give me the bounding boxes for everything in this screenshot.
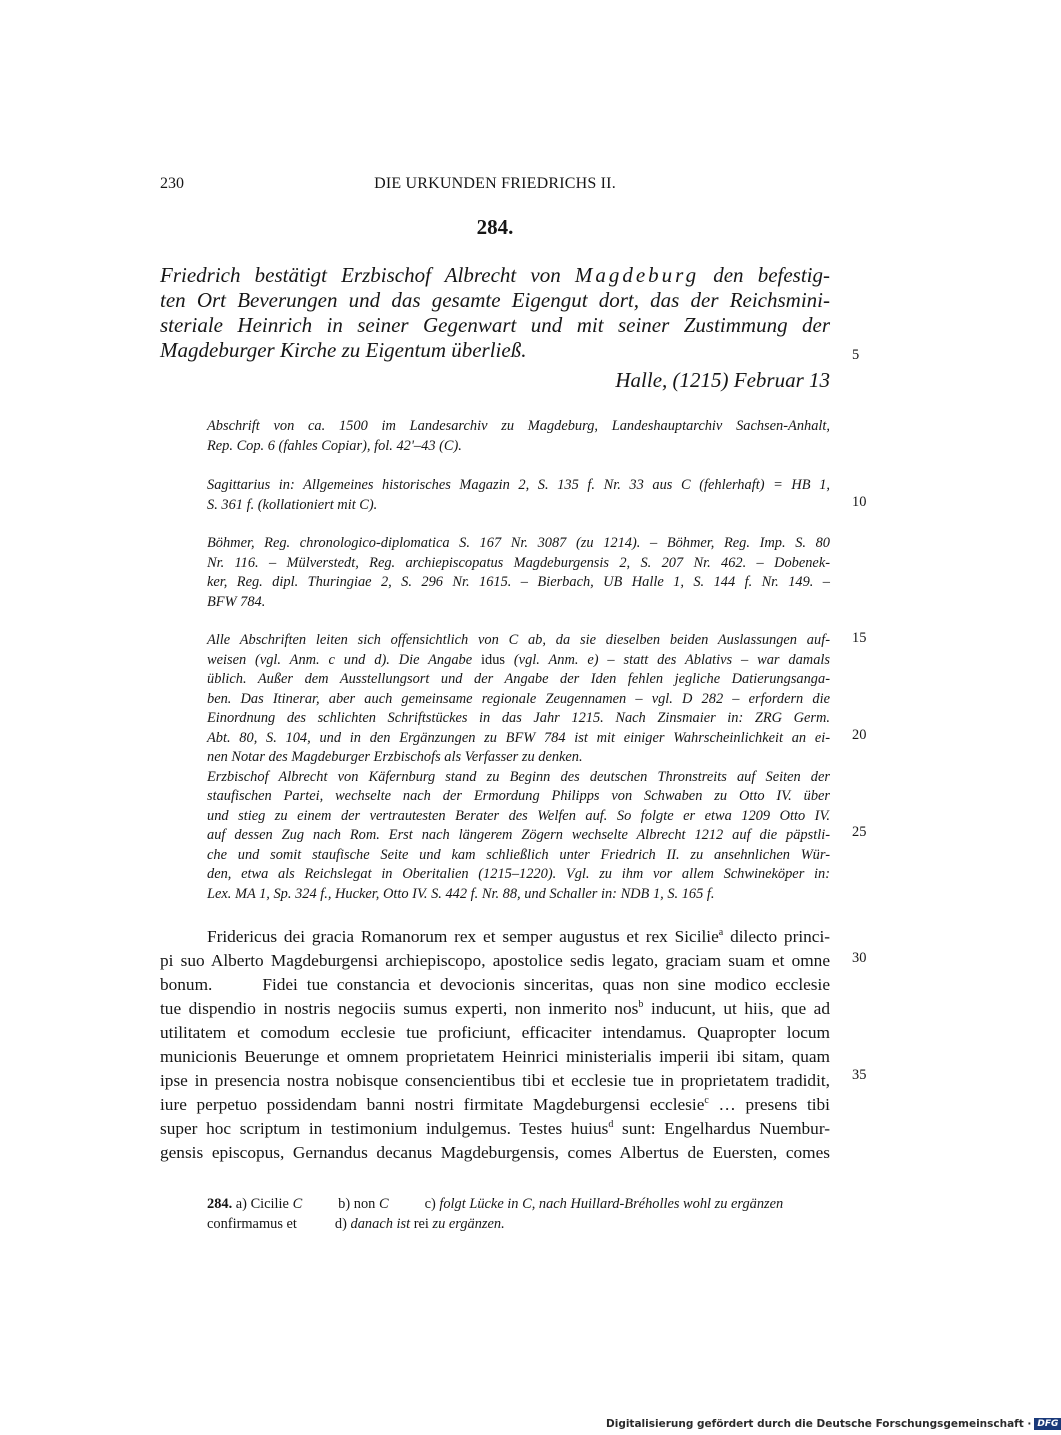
- note-line: BFW 784.: [207, 593, 266, 610]
- regest-line: [160, 263, 830, 288]
- footnote-line: [207, 1195, 830, 1215]
- text-fragment: super hoc scriptum in testimonium indulgemus. Testes huius: [160, 1119, 609, 1138]
- regest: [160, 263, 830, 363]
- note-line: Nr. 116. – Mülverstedt, Reg. archiepiscopatus Magdeburgensis 2, S. 207 Nr. 462. – Dobenek-: [207, 554, 830, 571]
- note-line: üblich. Außer dem Ausstellungsort und der Angabe der Iden fehlen jegliche Datierungsanga-: [207, 671, 830, 687]
- latin-word: rei: [413, 1215, 429, 1232]
- footnote-line: [207, 1215, 830, 1235]
- footnote-marker: c: [704, 1095, 709, 1106]
- note-line: S. 361 f. (kollationiert mit C).: [207, 496, 378, 513]
- text-fragment: iure perpetuo possidendam banni nostri firmitate Magdeburgensi ecclesie: [160, 1095, 705, 1114]
- note-text: (vgl. Anm. e) – statt des Ablativs – war damals: [513, 651, 830, 668]
- text-line: gensis episcopus, Gernandus decanus Magdeburgensis, comes Albertus de Euersten, comes: [160, 1143, 830, 1162]
- note-line: ker, Reg. dipl. Thuringiae 2, S. 296 Nr. 1615. – Bierbach, UB Halle 1, S. 144 f. Nr. 149. –: [207, 574, 830, 590]
- note-line: Lex. MA 1, Sp. 324 f., Hucker, Otto IV. S. 442 f. Nr. 88, und Schaller in: NDB 1, S. 165 f.: [207, 885, 715, 902]
- footnote-c-text: folgt Lücke in C, nach Huillard-Bréholles wohl zu ergänzen: [439, 1196, 784, 1212]
- siglum: C: [292, 1196, 303, 1212]
- note-line: nen Notar des Magdeburger Erzbischofs als Verfasser zu denken.: [207, 749, 583, 765]
- text-line: pi suo Alberto Magdeburgensi archiepiscopo, apostolice sedis legato, graciam suam et omne: [160, 951, 830, 970]
- text-fragment: tue dispendio in nostris negociis sumus experti, non inmerito nos: [160, 999, 639, 1018]
- text-line: [160, 925, 830, 949]
- footnote-c-cont: confirmamus et: [207, 1215, 297, 1232]
- note-line: Böhmer, Reg. chronologico-diplomatica S. 167 Nr. 3087 (zu 1214). – Böhmer, Reg. Imp. S. 80: [207, 535, 830, 551]
- latin-word: idus: [481, 651, 505, 668]
- footnote-marker: a: [718, 927, 724, 938]
- siglum: C: [378, 1196, 389, 1212]
- text-line: [160, 973, 830, 997]
- text-fragment: Fidei tue constancia et devocionis sinceritas, quas non sine modico ecclesie: [262, 975, 830, 994]
- document-number: 284.: [476, 215, 514, 239]
- footnote-b: b) non: [338, 1196, 376, 1212]
- note-line: Sagittarius in: Allgemeines historisches Magazin 2, S. 135 f. Nr. 33 aus C (fehlerhaft) = HB 1,: [207, 477, 830, 493]
- place-name: Magdeburg: [574, 263, 700, 287]
- footnote-a: a) Cicilie: [235, 1196, 289, 1212]
- regesta-note: [207, 534, 830, 612]
- note-line: Rep. Cop. 6 (fahles Copiar), fol. 42'–43 (C).: [207, 437, 462, 454]
- note-line: Abschrift von ca. 1500 im Landesarchiv zu Magdeburg, Landeshauptarchiv Sachsen-Anhalt,: [207, 418, 830, 434]
- text-line: municionis Beuerunge et omnem proprietatem Heinrici ministerialis imperii ibi sitam, quam: [160, 1047, 830, 1066]
- document-text: [160, 925, 830, 1165]
- text-fragment: … presens tibi: [708, 1095, 830, 1114]
- note-line: und stieg zu einem der vertrautesten Berater des Welfen auf. So folgte er etwa 1209 Otto IV.: [207, 807, 830, 824]
- line-number: 5: [852, 347, 860, 363]
- footnote-d-text: zu ergänzen.: [432, 1215, 505, 1232]
- dateline: Halle, (1215) Februar 13: [615, 368, 830, 392]
- credit-text: Digitalisierung gefördert durch die Deutsche Forschungsgemeinschaft ·: [606, 1418, 1032, 1430]
- text-fragment: inducunt, ut hiis, que ad: [643, 999, 830, 1018]
- note-line: Alle Abschriften leiten sich offensichtlich von C ab, da sie dieselben beiden Auslassungen auf-: [207, 632, 830, 648]
- text-line: [160, 997, 830, 1021]
- footnote-d: d): [334, 1215, 347, 1232]
- footnotes: [207, 1195, 830, 1234]
- digitization-credit: [606, 1418, 1061, 1430]
- page-number: 230: [160, 175, 184, 192]
- footnote-d-text: danach ist: [350, 1215, 411, 1232]
- note-line: staufischen Partei, wechselte nach der Ermordung Philipps von Schwaben zu Otto IV. über: [207, 788, 830, 804]
- note-line: [207, 651, 830, 671]
- footnote-doc-number: 284.: [207, 1196, 233, 1212]
- regest-text: den befestig-: [713, 263, 831, 287]
- note-line: Abt. 80, S. 104, und in den Ergänzungen zu BFW 784 ist mit einiger Wahrscheinlichkeit an ei-: [207, 729, 830, 746]
- line-number: 15: [852, 630, 867, 646]
- editions-note: [207, 476, 830, 515]
- text-fragment: dilecto princi-: [723, 927, 830, 946]
- regest-text: Friedrich bestätigt Erzbischof Albrecht von: [160, 263, 561, 287]
- text-line: [160, 1093, 830, 1117]
- text-line: ipse in presencia nostra nobisque consencientibus tibi et ecclesie tue in proprietatem tradidit,: [160, 1071, 830, 1090]
- regest-line: Magdeburger Kirche zu Eigentum überließ.: [160, 338, 527, 362]
- footnote-marker: b: [638, 999, 644, 1010]
- note-line: ben. Das Itinerar, aber auch gemeinsame regionale Zeugennamen – vgl. D 282 – erfordern die: [207, 690, 830, 707]
- text-fragment: bonum.: [160, 975, 213, 994]
- note-line: den, etwa als Reichslegat in Oberitalien (1215–1220). Vgl. zu ihm vor allem Schwineköper in:: [207, 866, 830, 882]
- line-number: 25: [852, 824, 867, 840]
- note-line: Einordnung des schlichten Schriftstückes in das Jahr 1215. Nach Zinsmaier in: ZRG Germ.: [207, 710, 830, 726]
- text-fragment: sunt: Engelhardus Nuembur-: [613, 1119, 830, 1138]
- note-text: weisen (vgl. Anm. c und d). Die Angabe: [207, 651, 473, 668]
- note-line: auf dessen Zug nach Rom. Erst nach längerem Zögern wechselte Albrecht 1212 auf die päpstli-: [207, 827, 830, 843]
- note-line: che und somit staufische Seite und kam schließlich unter Friedrich II. zu ansehnlichen Wür-: [207, 846, 830, 863]
- text-line: [160, 1117, 830, 1141]
- tradition-note: [207, 417, 830, 456]
- footnote-marker: d: [608, 1119, 614, 1130]
- regest-line: steriale Heinrich in seiner Gegenwart und mit seiner Zustimmung der: [160, 313, 830, 337]
- footnote-c: c): [424, 1196, 436, 1212]
- text-line: utilitatem et comodum ecclesie tue proficiunt, efficaciter intendamus. Quapropter locum: [160, 1023, 830, 1042]
- regest-line: ten Ort Beverungen und das gesamte Eigengut dort, das der Reichsmini-: [160, 288, 830, 312]
- line-number: 35: [852, 1067, 867, 1083]
- note-line: Erzbischof Albrecht von Käfernburg stand zu Beginn des deutschen Thronstreits auf Seiten der: [207, 768, 830, 785]
- line-number: 30: [852, 950, 867, 966]
- running-title: DIE URKUNDEN FRIEDRICHS II.: [374, 175, 616, 192]
- text-fragment: Fridericus dei gracia Romanorum rex et semper augustus et rex Sicilie: [207, 927, 719, 946]
- commentary-note: [207, 631, 830, 904]
- dfg-logo: DFG: [1034, 1418, 1061, 1430]
- line-number: 10: [852, 494, 867, 510]
- line-number: 20: [852, 727, 867, 743]
